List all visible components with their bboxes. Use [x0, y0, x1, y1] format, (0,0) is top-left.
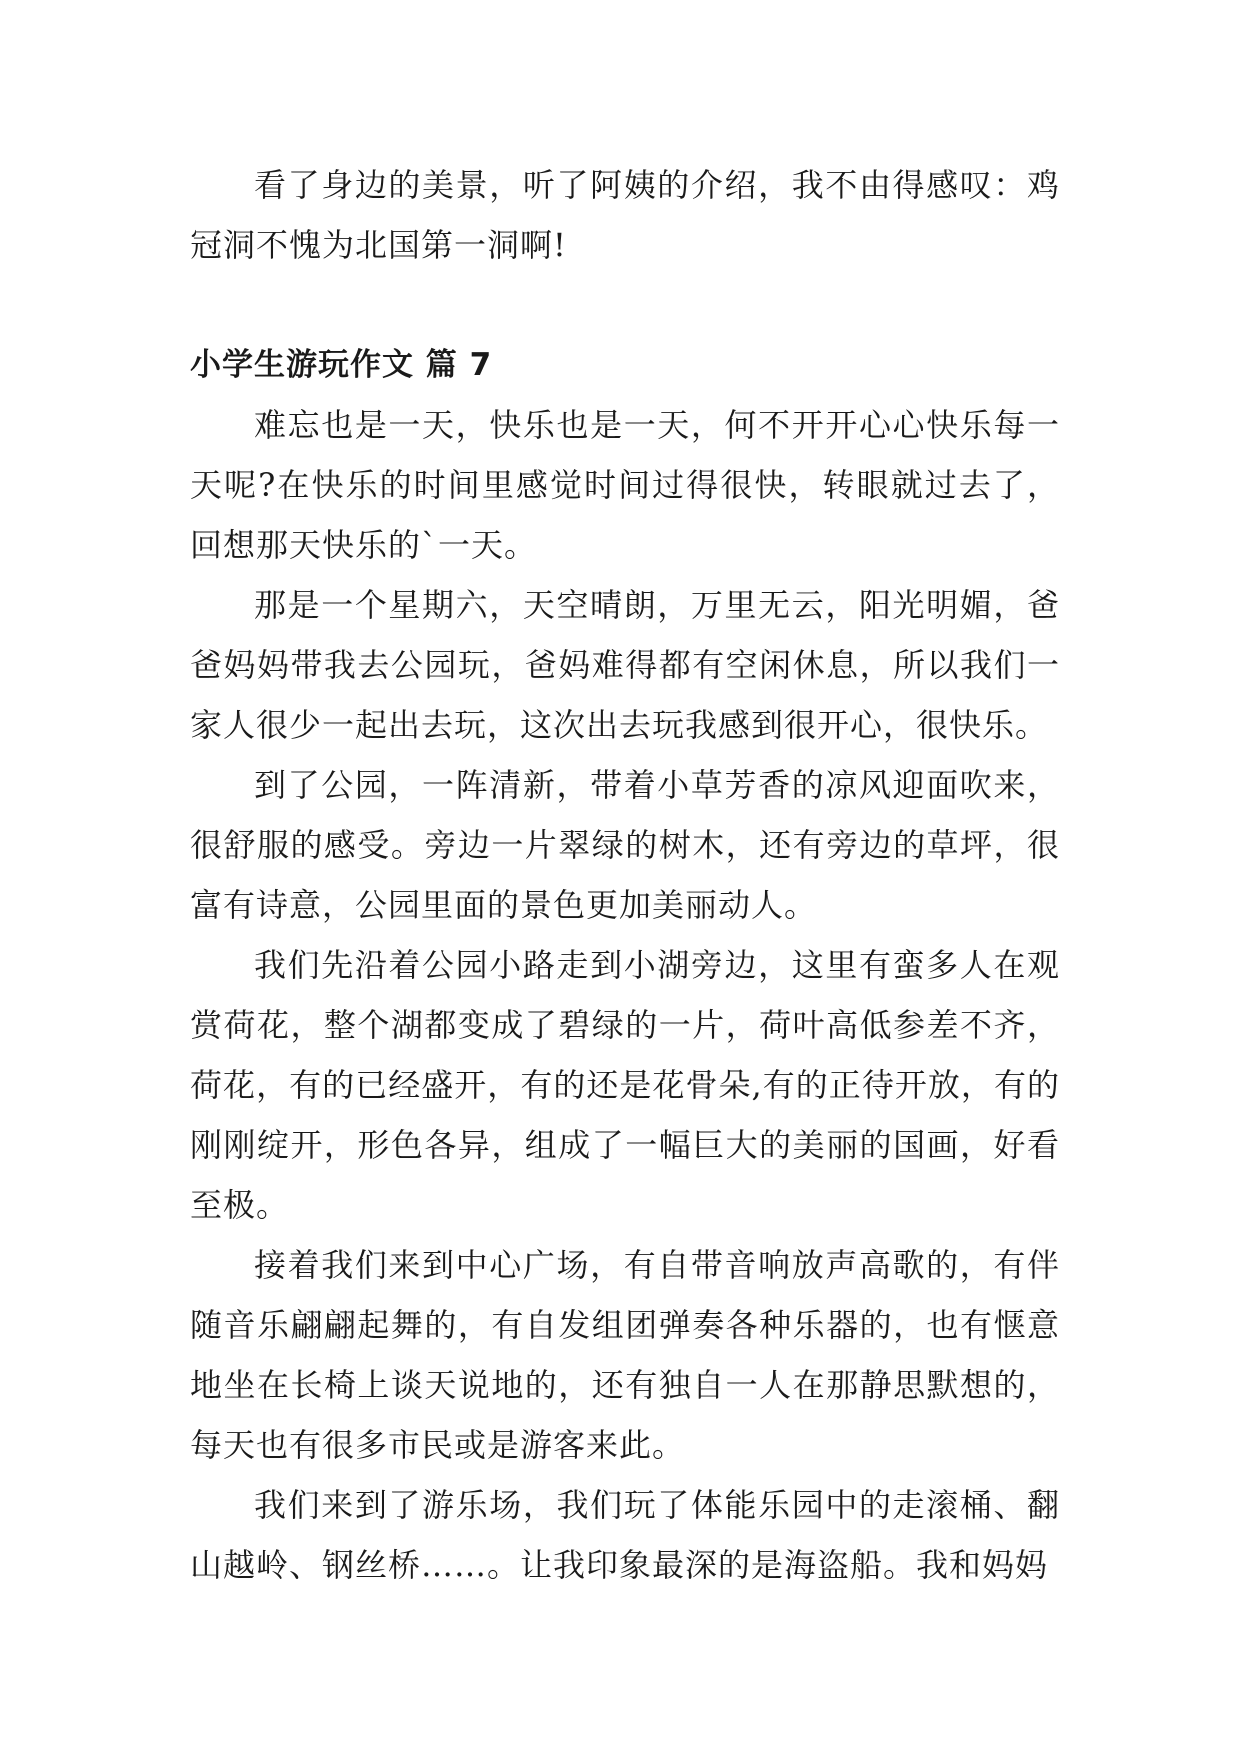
previous-section-ending	[190, 155, 1060, 275]
section-title: 小学生游玩作文 篇 7	[190, 347, 493, 383]
paragraph: 难忘也是一天，快乐也是一天，何不开开心心快乐每一天呢?在快乐的时间里感觉时间过得很快，转眼就过去了，回想那天快乐的`一天。	[190, 406, 1060, 564]
paragraph: 接着我们来到中心广场，有自带音响放声高歌的，有伴随音乐翩翩起舞的，有自发组团弹奏各种乐器的，也有惬意地坐在长椅上谈天说地的，还有独自一人在那静思默想的，每天也有很多市民或是游客来此。	[190, 1246, 1060, 1464]
paragraph: 那是一个星期六，天空晴朗，万里无云，阳光明媚，爸爸妈妈带我去公园玩，爸妈难得都有空闲休息，所以我们一家人很少一起出去玩，这次出去玩我感到很开心，很快乐。	[190, 586, 1060, 744]
paragraph: 我们先沿着公园小路走到小湖旁边，这里有蛮多人在观赏荷花，整个湖都变成了碧绿的一片，荷叶高低参差不齐，荷花，有的已经盛开，有的还是花骨朵,有的正待开放，有的刚刚绽开，形色各异，组成了一幅巨大的美丽的国画，好看至极。	[190, 946, 1060, 1224]
article-section	[190, 335, 1060, 1595]
paragraph: 看了身边的美景，听了阿姨的介绍，我不由得感叹：鸡冠洞不愧为北国第一洞啊!	[190, 166, 1060, 264]
paragraph: 到了公园，一阵清新，带着小草芳香的凉风迎面吹来，很舒服的感受。旁边一片翠绿的树木，还有旁边的草坪，很富有诗意，公园里面的景色更加美丽动人。	[190, 766, 1060, 924]
paragraph: 我们来到了游乐场，我们玩了体能乐园中的走滚桶、翻山越岭、钢丝桥……。让我印象最深的是海盗船。我和妈妈	[190, 1486, 1060, 1584]
